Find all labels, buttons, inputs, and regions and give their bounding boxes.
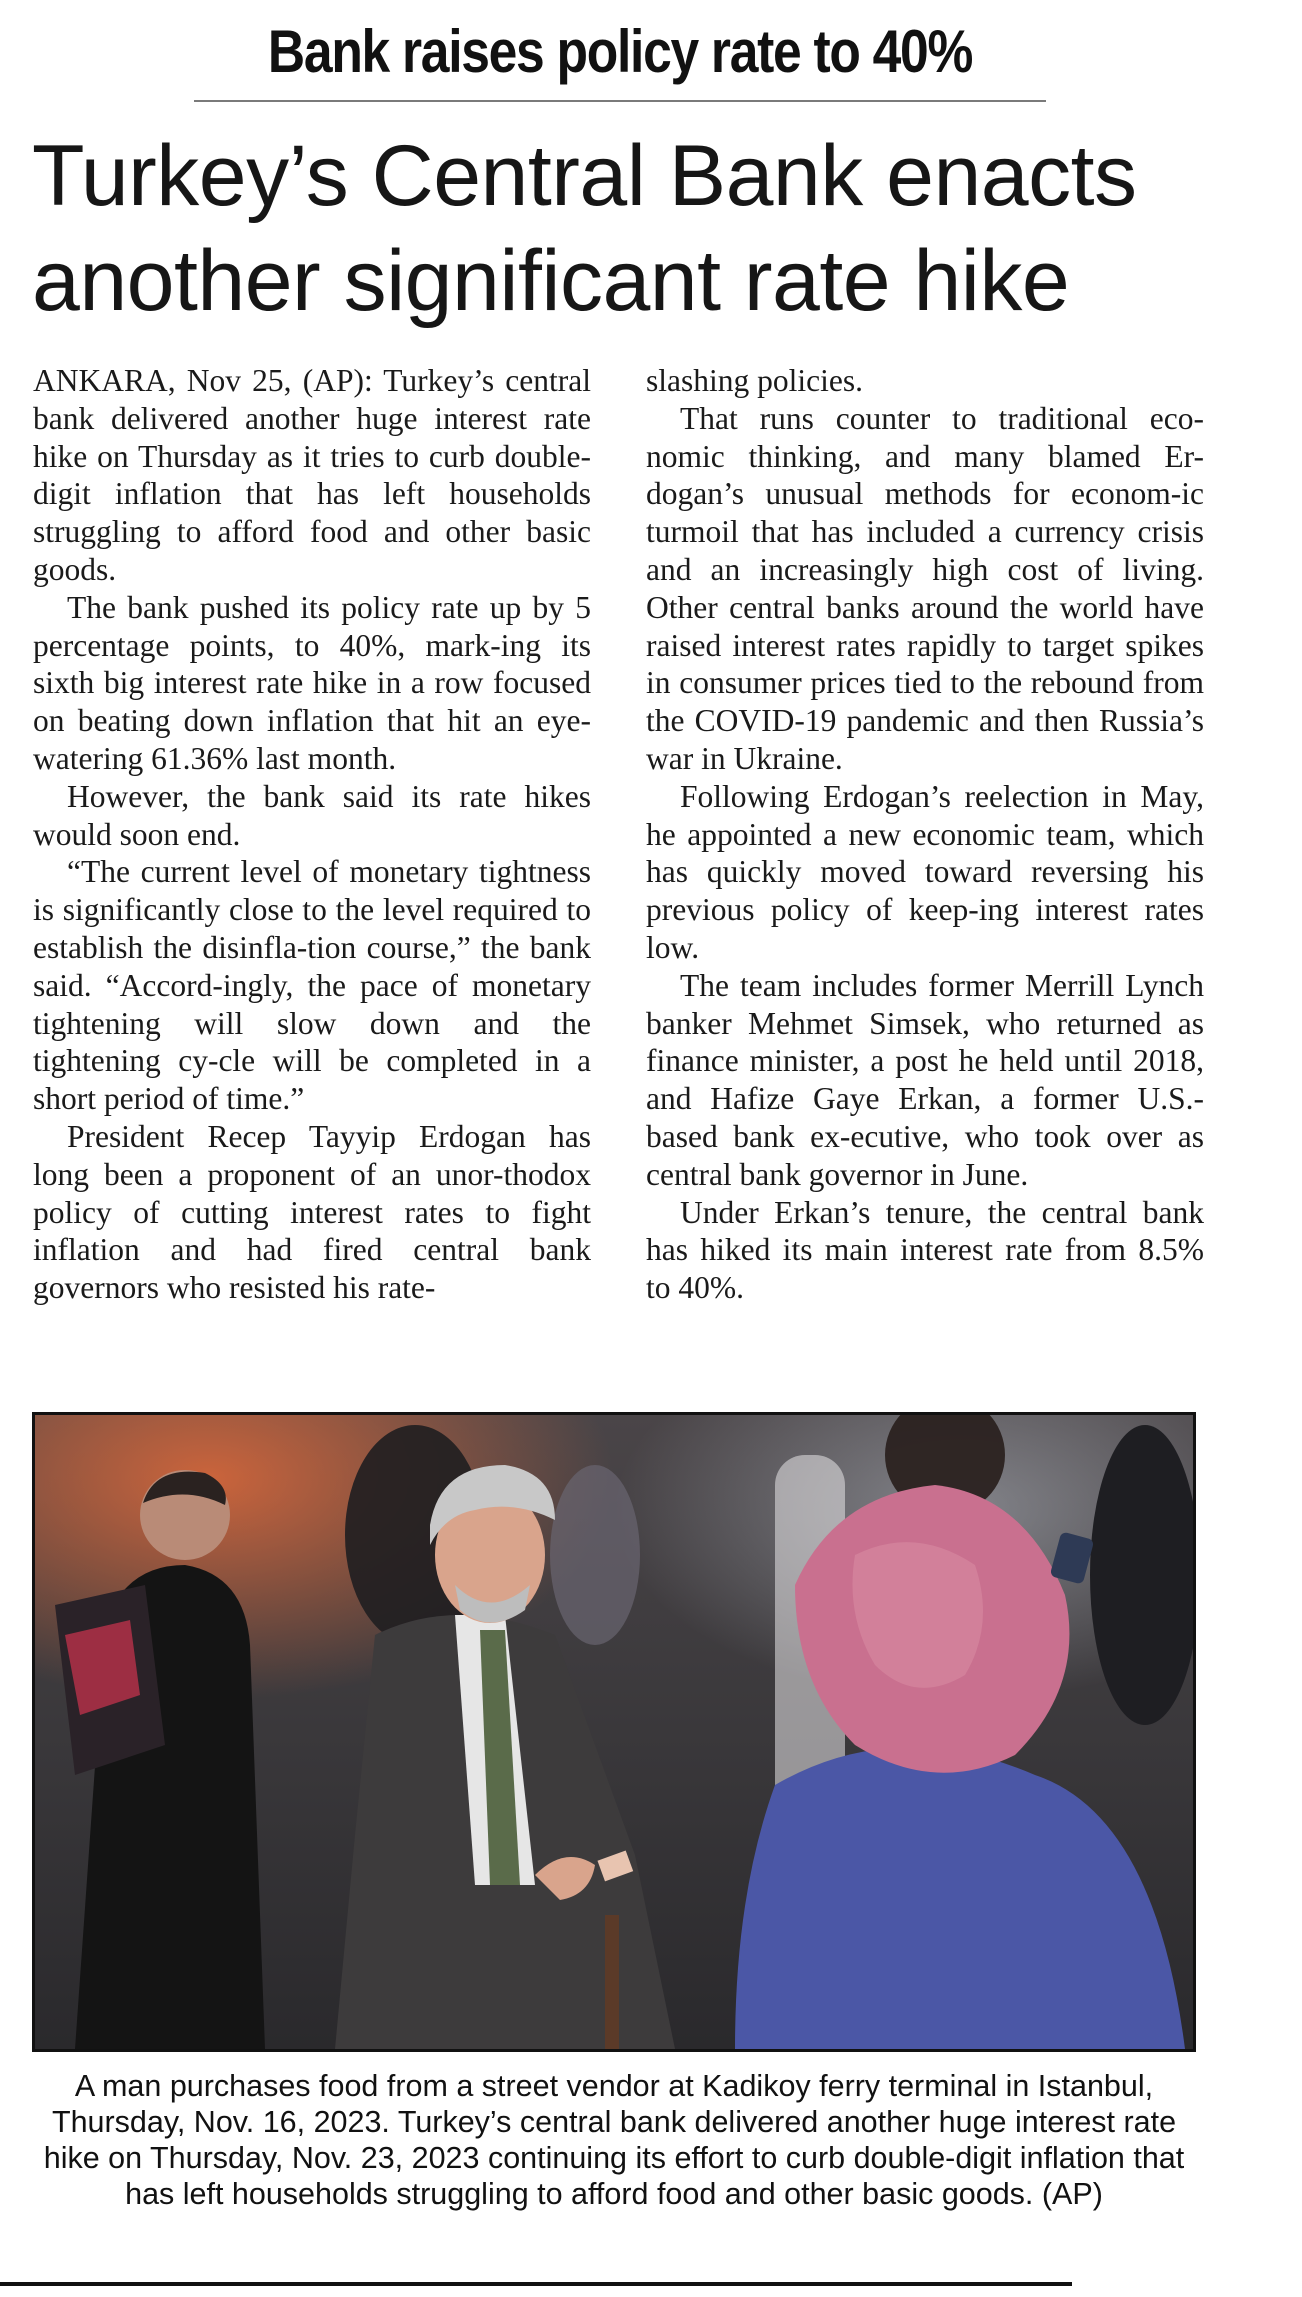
walking-cane — [605, 1915, 619, 2049]
main-headline — [32, 124, 1252, 334]
article-paragraph: The bank pushed its policy rate up by 5 percentage points, to 40%, mark-ing its sixth big interest rate hike in a row focused on beating down inflation that hit an eye-watering 61.36% last month. — [33, 589, 591, 776]
article-column-left — [33, 362, 591, 1307]
headline-line-2: another significant rate hike — [32, 233, 1070, 329]
article-paragraph: President Recep Tayyip Erdogan has long been a proponent of an unor-thodox policy of cutting interest rates to fight inflation and had fired central bank governors who resisted his rate- — [33, 1118, 591, 1306]
photo-caption: A man purchases food from a street vendor at Kadikoy ferry terminal in Istanbul, Thursday, Nov. 16, 2023. Turkey’s central bank delivered another huge interest rate hike on Thursday, Nov. 23, 2023 continuing its effort to curb double-digit inflation that has left households struggling to afford food and other basic goods. (AP) — [43, 2069, 1185, 2211]
article-paragraph: That runs counter to traditional eco-nomic thinking, and many blamed Er-dogan’s unusual methods for econom-ic turmoil that has included a currency crisis and an increasingly high cost of living. Other central banks around the world have raised interest rates rapidly to target spikes in consumer prices tied to the rebound from the COVID-19 pandemic and then Russia’s war in Ukraine. — [646, 400, 1204, 776]
kicker-headline: Bank raises policy rate to 40% — [267, 18, 973, 85]
street-scene-illustration — [35, 1415, 1193, 2049]
article-paragraph: ANKARA, Nov 25, (AP): Turkey’s central bank delivered another huge interest rate hike on Thursday as it tries to curb double-digit inflation that has left households struggling to afford food and other basic goods. — [33, 363, 591, 587]
bottom-divider — [0, 2282, 1072, 2286]
news-photo — [32, 1412, 1196, 2052]
article-paragraph: Under Erkan’s tenure, the central bank has hiked its main interest rate from 8.5% to 40%. — [646, 1194, 1204, 1306]
article-paragraph: slashing policies. — [646, 363, 863, 398]
background-figure — [550, 1465, 640, 1645]
article-paragraph: Following Erdogan’s reelection in May, he appointed a new economic team, which has quickly moved toward reversing his previous policy of keep-ing interest rates low. — [646, 778, 1204, 965]
kicker-divider — [194, 100, 1046, 102]
article-paragraph: “The current level of monetary tightness is significantly close to the level required to establish the disinfla-tion course,” the bank said. “Accord-ingly, the pace of monetary tightening will slow down and the tightening cy-cle will be completed in a short period of time.” — [33, 854, 591, 1117]
article-paragraph: The team includes former Merrill Lynch banker Mehmet Simsek, who returned as finance minister, a post he held until 2018, and Hafize Gaye Erkan, a former U.S.-based bank ex-ecutive, who took over as central bank governor in June. — [646, 967, 1204, 1192]
article-paragraph: However, the bank said its rate hikes would soon end. — [33, 778, 591, 852]
article-column-right — [646, 362, 1204, 1307]
headline-line-1: Turkey’s Central Bank enacts — [32, 128, 1137, 224]
